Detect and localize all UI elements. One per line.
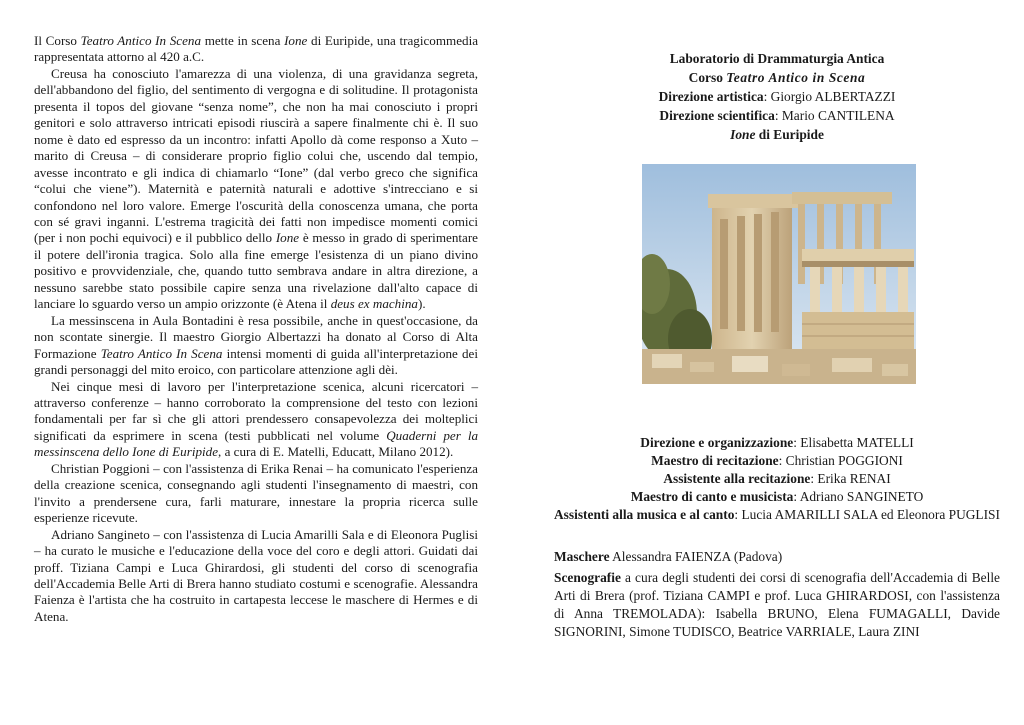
masks-and-sets — [554, 548, 1000, 644]
temple-illustration — [642, 164, 916, 384]
poggioni-paragraph: Christian Poggioni – con l'assistenza di Erika Renai – ha comunicato l'esperienza della creazione scenica, consegnando agli studenti l'insegnamento di maestri, con l'invito a prendersene cura, farli maturare, innestare la propria ricerca sulle esperienze ricevute. — [34, 460, 478, 526]
sets-credit: Scenografie a cura degli studenti dei corsi di scenografia dell'Accademia di Belle Arti di Brera (prof. Tiziana CAMPI e prof. Luca GHIRARDOSI, con l'assistenza di Anna TREMOLADA): Isabella BRUNO, Elena FUMAGALLI, Davide SIGNORINI, Simone TUDISCO, Beatrice VARRIALE, Laura ZINI — [554, 570, 1000, 639]
artistic-direction: Direzione artistica: Giorgio ALBERTAZZI — [658, 89, 896, 104]
intro-paragraph: Il Corso Teatro Antico In Scena mette in scena Ione di Euripide, una tragicommedia rappresentata attorno al 420 a.C. — [34, 33, 479, 65]
scientific-direction: Direzione scientifica: Mario CANTILENA — [659, 108, 895, 123]
lab-title: Laboratorio di Drammaturgia Antica — [669, 51, 885, 66]
credit-organization: Direzione e organizzazione: Elisabetta MATELLI — [640, 435, 914, 450]
staging-paragraph: La messinscena in Aula Bontadini è resa possibile, anche in quest'occasione, da non scontate sinergie. Il maestro Giorgio Albertazzi ha donato al Corso di Alta Formazione Teatro Antico In Scena intensi momenti di guida all'interpretazione dei grandi personaggi del mito eroico, con particolare attenzione agli dèi. — [34, 312, 478, 378]
credit-acting-assistant: Assistente alla recitazione: Erika RENAI — [663, 471, 891, 486]
credit-music-master: Maestro di canto e musicista: Adriano SANGINETO — [630, 489, 924, 504]
erechtheion-photo — [642, 164, 916, 384]
credit-music-assistants: Assistenti alla musica e al canto: Lucia AMARILLI SALA ed Eleonora PUGLISI — [554, 507, 1000, 522]
program-text-column — [34, 33, 478, 625]
credits-block — [554, 434, 1000, 524]
course-title: Corso Teatro Antico in Scena — [688, 70, 866, 85]
sangineto-paragraph: Adriano Sangineto – con l'assistenza di Lucia Amarilli Sala e di Eleonora Puglisi – ha curato le musiche e l'educazione della voce del coro e degli attori. Guidati dai proff. Tiziana Campi e Luca Ghirardosi, gli studenti del corso di scenografia dell'Accademia Belle Arti di Brera hanno studiato costumi e scenografie. Alessandra Faienza è l'artista che ha costruito in cartapesta leccese le maschere di Hermes e di Atena. — [34, 526, 478, 624]
plot-paragraph: Creusa ha conosciuto l'amarezza di una violenza, di una gravidanza segreta, dell'abbandono del figlio, del sentimento di vergogna e di solitudine. Il protagonista presenta il topos del giovane “senza nome”, che non ha mai conosciuto i propri genitori e solo attraverso intricati episodi riuscirà a sapere finalmente chi è. Il suo nome è dato ed espresso da un incontro: infatti Apollo dà come responso a Xuto – marito di Creusa – di considerare proprio figlio colui che, uscendo dal tempio, avesse incontrato e gli indica di chiamarlo “Ione” (dal verbo greco che significa “colui che viene”). Maternità e paternità naturali e adottive s'intrecciano e si confondono nel loro valore. Emerge l'oscurità della conoscenza umana, che porta con sé gravi inganni. L'estrema tragicità dei fatti non impedisce momenti comici (per i non pochi equivoci) e il pubblico dello Ione è messo in grado di sperimentare il potere dell'ironia tragica. Solo alla fine emerge l'esistenza di un piano divino positivo e provvidenziale, che, quando tutto sembrava andare in altra direzione, a nessuno sarebbe stato possibile capire senza una rivelazione dall'alto capace di lanciare lo sguardo verso un ampio orizzonte (è Atena il deus ex machina). — [34, 65, 478, 312]
play-title: Ione di Euripide — [730, 127, 824, 142]
research-paragraph: Nei cinque mesi di lavoro per l'interpretazione scenica, alcuni ricercatori – attraverso conferenze – hanno corroborato la comprensione del testo con lezioni fondamentali per far sì che gli attori prendessero consapevolezza dei molteplici significati da esprimere in scena (testi pubblicati nel volume Quaderni per la messinscena dello Ione di Euripide, a cura di E. Matelli, Educatt, Milano 2012). — [34, 378, 478, 460]
masks-credit: Maschere Alessandra FAIENZA (Padova) — [554, 549, 783, 564]
program-header — [554, 49, 1000, 144]
credit-acting-master: Maestro di recitazione: Christian POGGIONI — [651, 453, 903, 468]
